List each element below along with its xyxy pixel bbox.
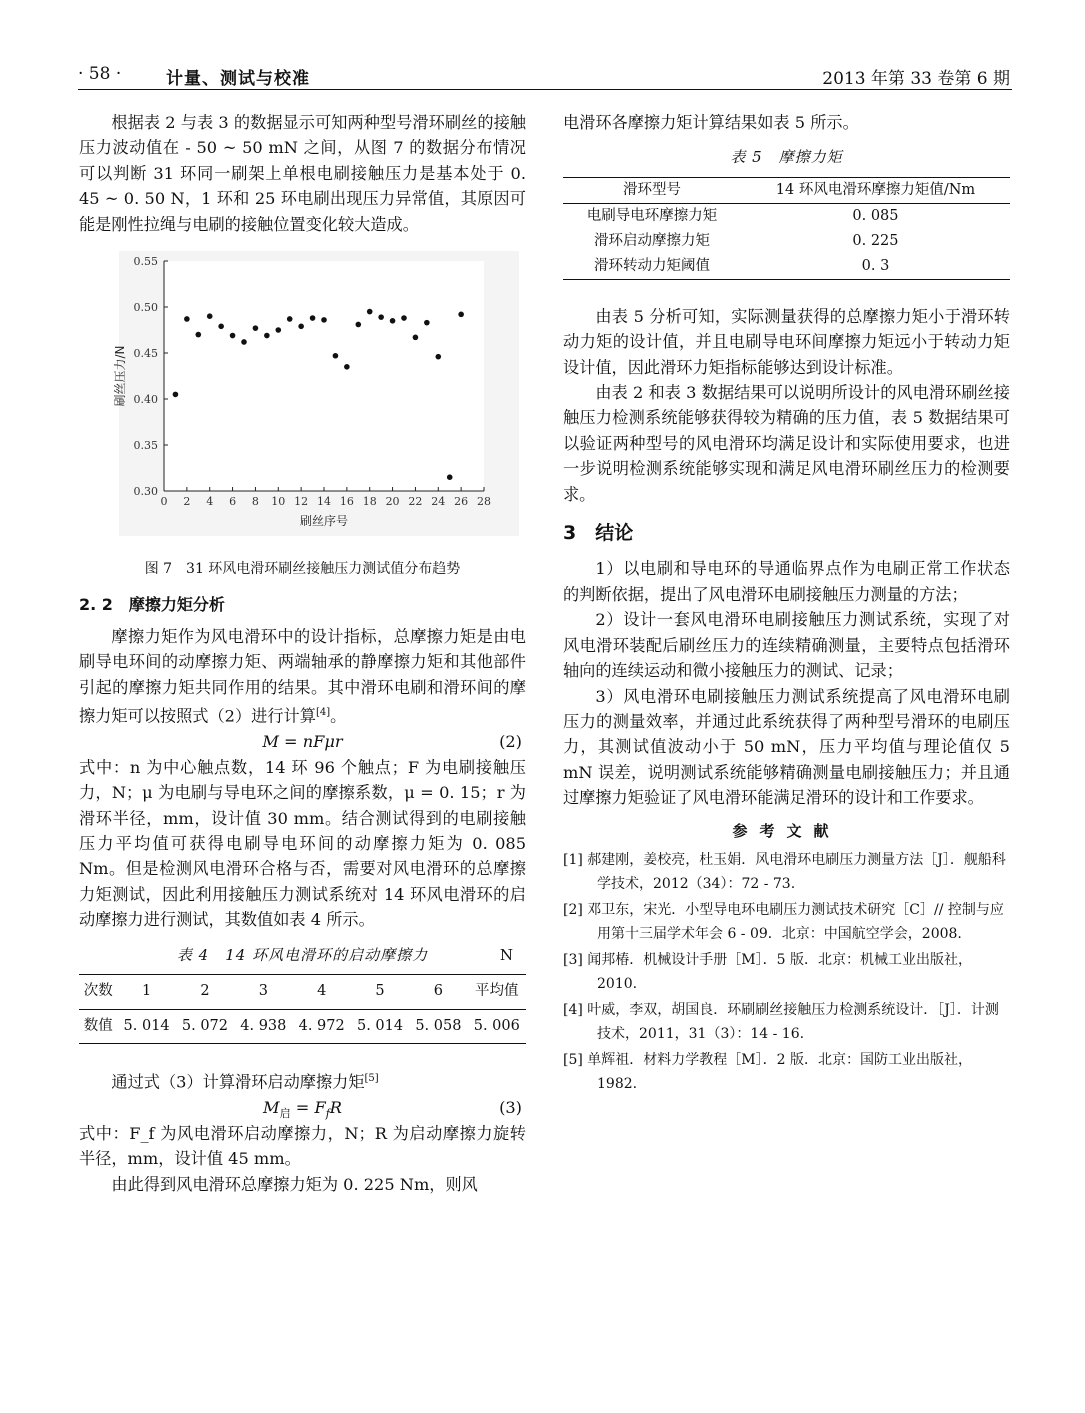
right-column (563, 110, 1010, 1098)
page-number: · 58 · (78, 64, 122, 84)
figure-caption: 图 7 31 环风电滑环刷丝接触压力测试值分布趋势 (144, 561, 461, 578)
x-tick-label: 8 (251, 495, 259, 509)
x-tick-label: 14 (317, 495, 331, 509)
table-4 (79, 974, 526, 1044)
y-tick-label: 0.55 (133, 255, 158, 269)
paragraph: 由表 5 分析可知，实际测量获得的总摩擦力矩小于滑环转动力矩的设计值，并且电刷导电环间摩擦力矩远小于转动力矩设计值，因此滑环力矩指标能够达到设计标准。 (563, 306, 1010, 377)
equation-3 (79, 1095, 526, 1121)
left-column (79, 110, 526, 1197)
reference-item: [3] 闻邦椿．机械设计手册［M］．5 版．北京：机械工业出版社，2010. (563, 951, 972, 992)
conclusion-item: 3）风电滑环电刷接触压力测试系统提高了风电滑环电刷压力的测量效率，并通过此系统获得了两种型号滑环的电刷压力，其测试值波动小于 50 mN，压力平均值与理论值仅 5 mN 误差，说明测试系统能够精确测量电刷接触压力；并且通过摩擦力矩验证了风电滑环能满足滑环的设计和工作要求。 (563, 686, 1010, 808)
data-point (355, 322, 361, 328)
table-header-cell: 14 环风电滑环摩擦力矩值/Nm (741, 177, 1010, 203)
data-point (310, 315, 316, 321)
data-point (321, 317, 327, 323)
x-tick-label: 22 (408, 495, 423, 509)
data-point (207, 313, 213, 319)
table-row (563, 254, 1010, 280)
x-tick-label: 4 (206, 495, 214, 509)
reference-item: [5] 单辉祖．材料力学教程［M］．2 版．北京：国防工业出版社，1982. (563, 1051, 972, 1092)
table-header-row (79, 975, 526, 1009)
paragraph: 式中：n 为中心触点数，14 环 96 个触点；F 为电刷接触压力，N；μ 为电刷与导电环之间的摩擦系数，μ = 0. 15；r 为滑环半径，mm，设计值 30 mm。结合测试得到的电刷接触压力平均值可获得电刷导电环间的动摩擦力矩为 0. 085 Nm。但是检测风电滑环合格与否，需要对风电滑环的总摩擦力矩测试，因此利用接触压力测试系统对 14 环风电滑环的启动摩擦力进行测试，其数值如表 4 所示。 (79, 757, 526, 930)
reference-item: [1] 郝建刚，姜校亮，杜玉娟．风电滑环电刷压力测量方法［J］．舰船科学技术，2012（34）：72 - 73. (563, 851, 1006, 892)
table-cell: 电刷导电环摩擦力矩 (586, 207, 718, 224)
data-point (241, 339, 247, 345)
table-cell: 0. 085 (852, 207, 899, 224)
references-heading: 参考文献 (732, 821, 841, 840)
citation: [4] (315, 707, 331, 719)
data-point (390, 318, 396, 324)
data-point (218, 324, 224, 330)
paragraph: 电滑环各摩擦力矩计算结果如表 5 所示。 (563, 113, 859, 132)
paragraph: 式中：F_f 为风电滑环启动摩擦力，N；R 为启动摩擦力旋转半径，mm，设计值 45 mm。 (79, 1123, 526, 1169)
x-tick-label: 16 (339, 495, 354, 509)
data-point (298, 324, 304, 330)
equation-number: (2) (499, 731, 522, 751)
table-header-cell: 平均值 (468, 975, 526, 1009)
table-cell: 0. 225 (852, 232, 899, 249)
x-axis-label: 刷丝序号 (299, 514, 349, 529)
x-tick-label: 2 (183, 495, 191, 509)
paragraph: 由表 2 和表 3 数据结果可以说明所设计的风电滑环刷丝接触压力检测系统能够获得较为精确的压力值，表 5 数据结果可以验证两种型号的风电滑环均满足设计和实际使用要求，也进一步说明检测系统能够实现和满足风电滑环刷丝压力的检测要求。 (563, 383, 1010, 504)
y-tick-label: 0.45 (133, 347, 158, 361)
y-tick-label: 0.40 (133, 393, 158, 407)
scatter-chart (79, 251, 526, 551)
equation-2 (79, 729, 526, 755)
y-tick-label: 0.35 (133, 439, 158, 453)
x-tick-label: 10 (271, 495, 286, 509)
citation: [5] (364, 1072, 379, 1084)
table-cell: 4. 972 (298, 1017, 345, 1034)
table-cell: 5. 014 (356, 1017, 404, 1034)
equation-number: (3) (499, 1097, 522, 1117)
running-header (78, 64, 1012, 90)
x-tick-label: 0 (160, 495, 168, 509)
x-tick-label: 18 (362, 495, 377, 509)
data-point (378, 314, 384, 320)
paragraph: 由此得到风电滑环总摩擦力矩为 0. 225 Nm，则风 (111, 1174, 478, 1194)
conclusion-item: 2）设计一套风电滑环电刷接触压力测试系统，实现了对风电滑环装配后刷丝压力的连续精确测量，主要特点包括滑环轴向的连续运动和微小接触压力的测试、记录； (563, 610, 1010, 681)
paragraph: 通过式（3）计算滑环启动摩擦力矩[5] (111, 1072, 379, 1092)
data-point (173, 392, 179, 398)
table-unit: N (499, 945, 514, 964)
x-tick-label: 6 (229, 495, 237, 509)
table-cell: 5. 014 (123, 1017, 170, 1034)
y-axis-label: 刷丝压力/N (113, 345, 127, 407)
reference-item: [2] 邓卫东，宋光．小型导电环电刷压力测试技术研究［C］// 控制与应用第十三届学术年会 6 - 09．北京：中国航空学会，2008. (563, 901, 1004, 942)
table-header-cell: 次数 (79, 975, 117, 1009)
table-cell: 数值 (83, 1017, 113, 1034)
section-heading-3: 3 结论 (563, 522, 634, 545)
table-row (79, 1009, 526, 1043)
paragraph: 根据表 2 与表 3 的数据显示可知两种型号滑环刷丝的接触压力波动值在 - 50 ~ 50 mN 之间，从图 7 的数据分布情况可以判断 31 环同一刷架上单根电刷接触压力是基本处于 0. 45 ~ 0. 50 N，1 环和 25 环电刷出现压力异常值，其原因可能是刚性拉绳与电刷的接触位置变化较大造成。 (79, 113, 526, 234)
data-point (424, 320, 430, 326)
data-point (230, 333, 236, 339)
data-point (264, 333, 270, 339)
table-4-title: 表 4 14 环风电滑环的启动摩擦力 N (79, 943, 526, 968)
table-cell: 4. 938 (240, 1017, 287, 1034)
table-header-cell: 1 (117, 975, 175, 1009)
data-point (413, 335, 419, 341)
data-point (253, 325, 259, 331)
table-cell: 5. 058 (415, 1017, 462, 1034)
section-heading-2-2: 2. 2 摩擦力矩分析 (79, 595, 225, 615)
table-cell: 5. 072 (181, 1017, 229, 1034)
data-point (287, 316, 293, 322)
x-tick-label: 20 (385, 495, 400, 509)
data-point (184, 316, 190, 322)
x-tick-label: 28 (477, 495, 491, 509)
table-cell: 0. 3 (861, 257, 890, 274)
table-5 (563, 177, 1010, 280)
table-cell: 5. 006 (473, 1017, 520, 1034)
table-header-cell: 3 (234, 975, 292, 1009)
data-point (447, 474, 453, 480)
conclusion-item: 1）以电刷和导电环的导通临界点作为电刷正常工作状态的判断依据，提出了风电滑环电刷接触压力测量的方法； (563, 559, 1010, 604)
table-header-cell: 4 (293, 975, 351, 1009)
x-tick-label: 12 (294, 495, 309, 509)
data-point (344, 364, 350, 370)
x-tick-label: 24 (431, 495, 446, 509)
table-header-cell: 滑环型号 (563, 177, 741, 203)
table-row (563, 203, 1010, 229)
paragraph: 摩擦力矩作为风电滑环中的设计指标，总摩擦力矩是由电刷导电环间的动摩擦力矩、两端轴承的静摩擦力矩和其他部件引起的摩擦力矩共同作用的结果。其中滑环电刷和滑环间的摩擦力矩可以按照式（2）进行计算[4]。 (79, 626, 526, 726)
table-cell: 滑环转动力矩阈值 (593, 257, 710, 274)
x-tick-label: 26 (454, 495, 469, 509)
figure-7-chart (79, 251, 526, 551)
data-point (333, 353, 339, 359)
data-point (458, 312, 464, 318)
data-point (435, 354, 441, 360)
plot-area (164, 261, 484, 491)
y-tick-label: 0.50 (133, 301, 158, 315)
data-point (367, 309, 373, 315)
table-5-title: 表 5 摩擦力矩 (730, 148, 843, 167)
table-header-row (563, 177, 1010, 203)
table-header-cell: 2 (176, 975, 234, 1009)
header-rule (78, 89, 1012, 90)
data-point (275, 327, 281, 333)
journal-name: 计量、测试与校准 (166, 69, 310, 89)
y-tick-label: 0.30 (133, 485, 158, 499)
table-header-cell: 5 (351, 975, 409, 1009)
table-cell: 滑环启动摩擦力矩 (593, 232, 710, 249)
data-point (195, 332, 201, 338)
table-header-cell: 6 (409, 975, 467, 1009)
data-point (401, 315, 407, 321)
table-row (563, 229, 1010, 254)
equation-body: M = nFμr (262, 731, 343, 751)
equation-body: $M_启 = F_fR$ (263, 1097, 342, 1120)
issue-info: 2013 年第 33 卷第 6 期 (822, 69, 1010, 89)
reference-item: [4] 叶威，李双，胡国良．环刷刷丝接触压力检测系统设计．［J］．计测技术，2011，31（3）：14 - 16. (563, 1001, 999, 1042)
